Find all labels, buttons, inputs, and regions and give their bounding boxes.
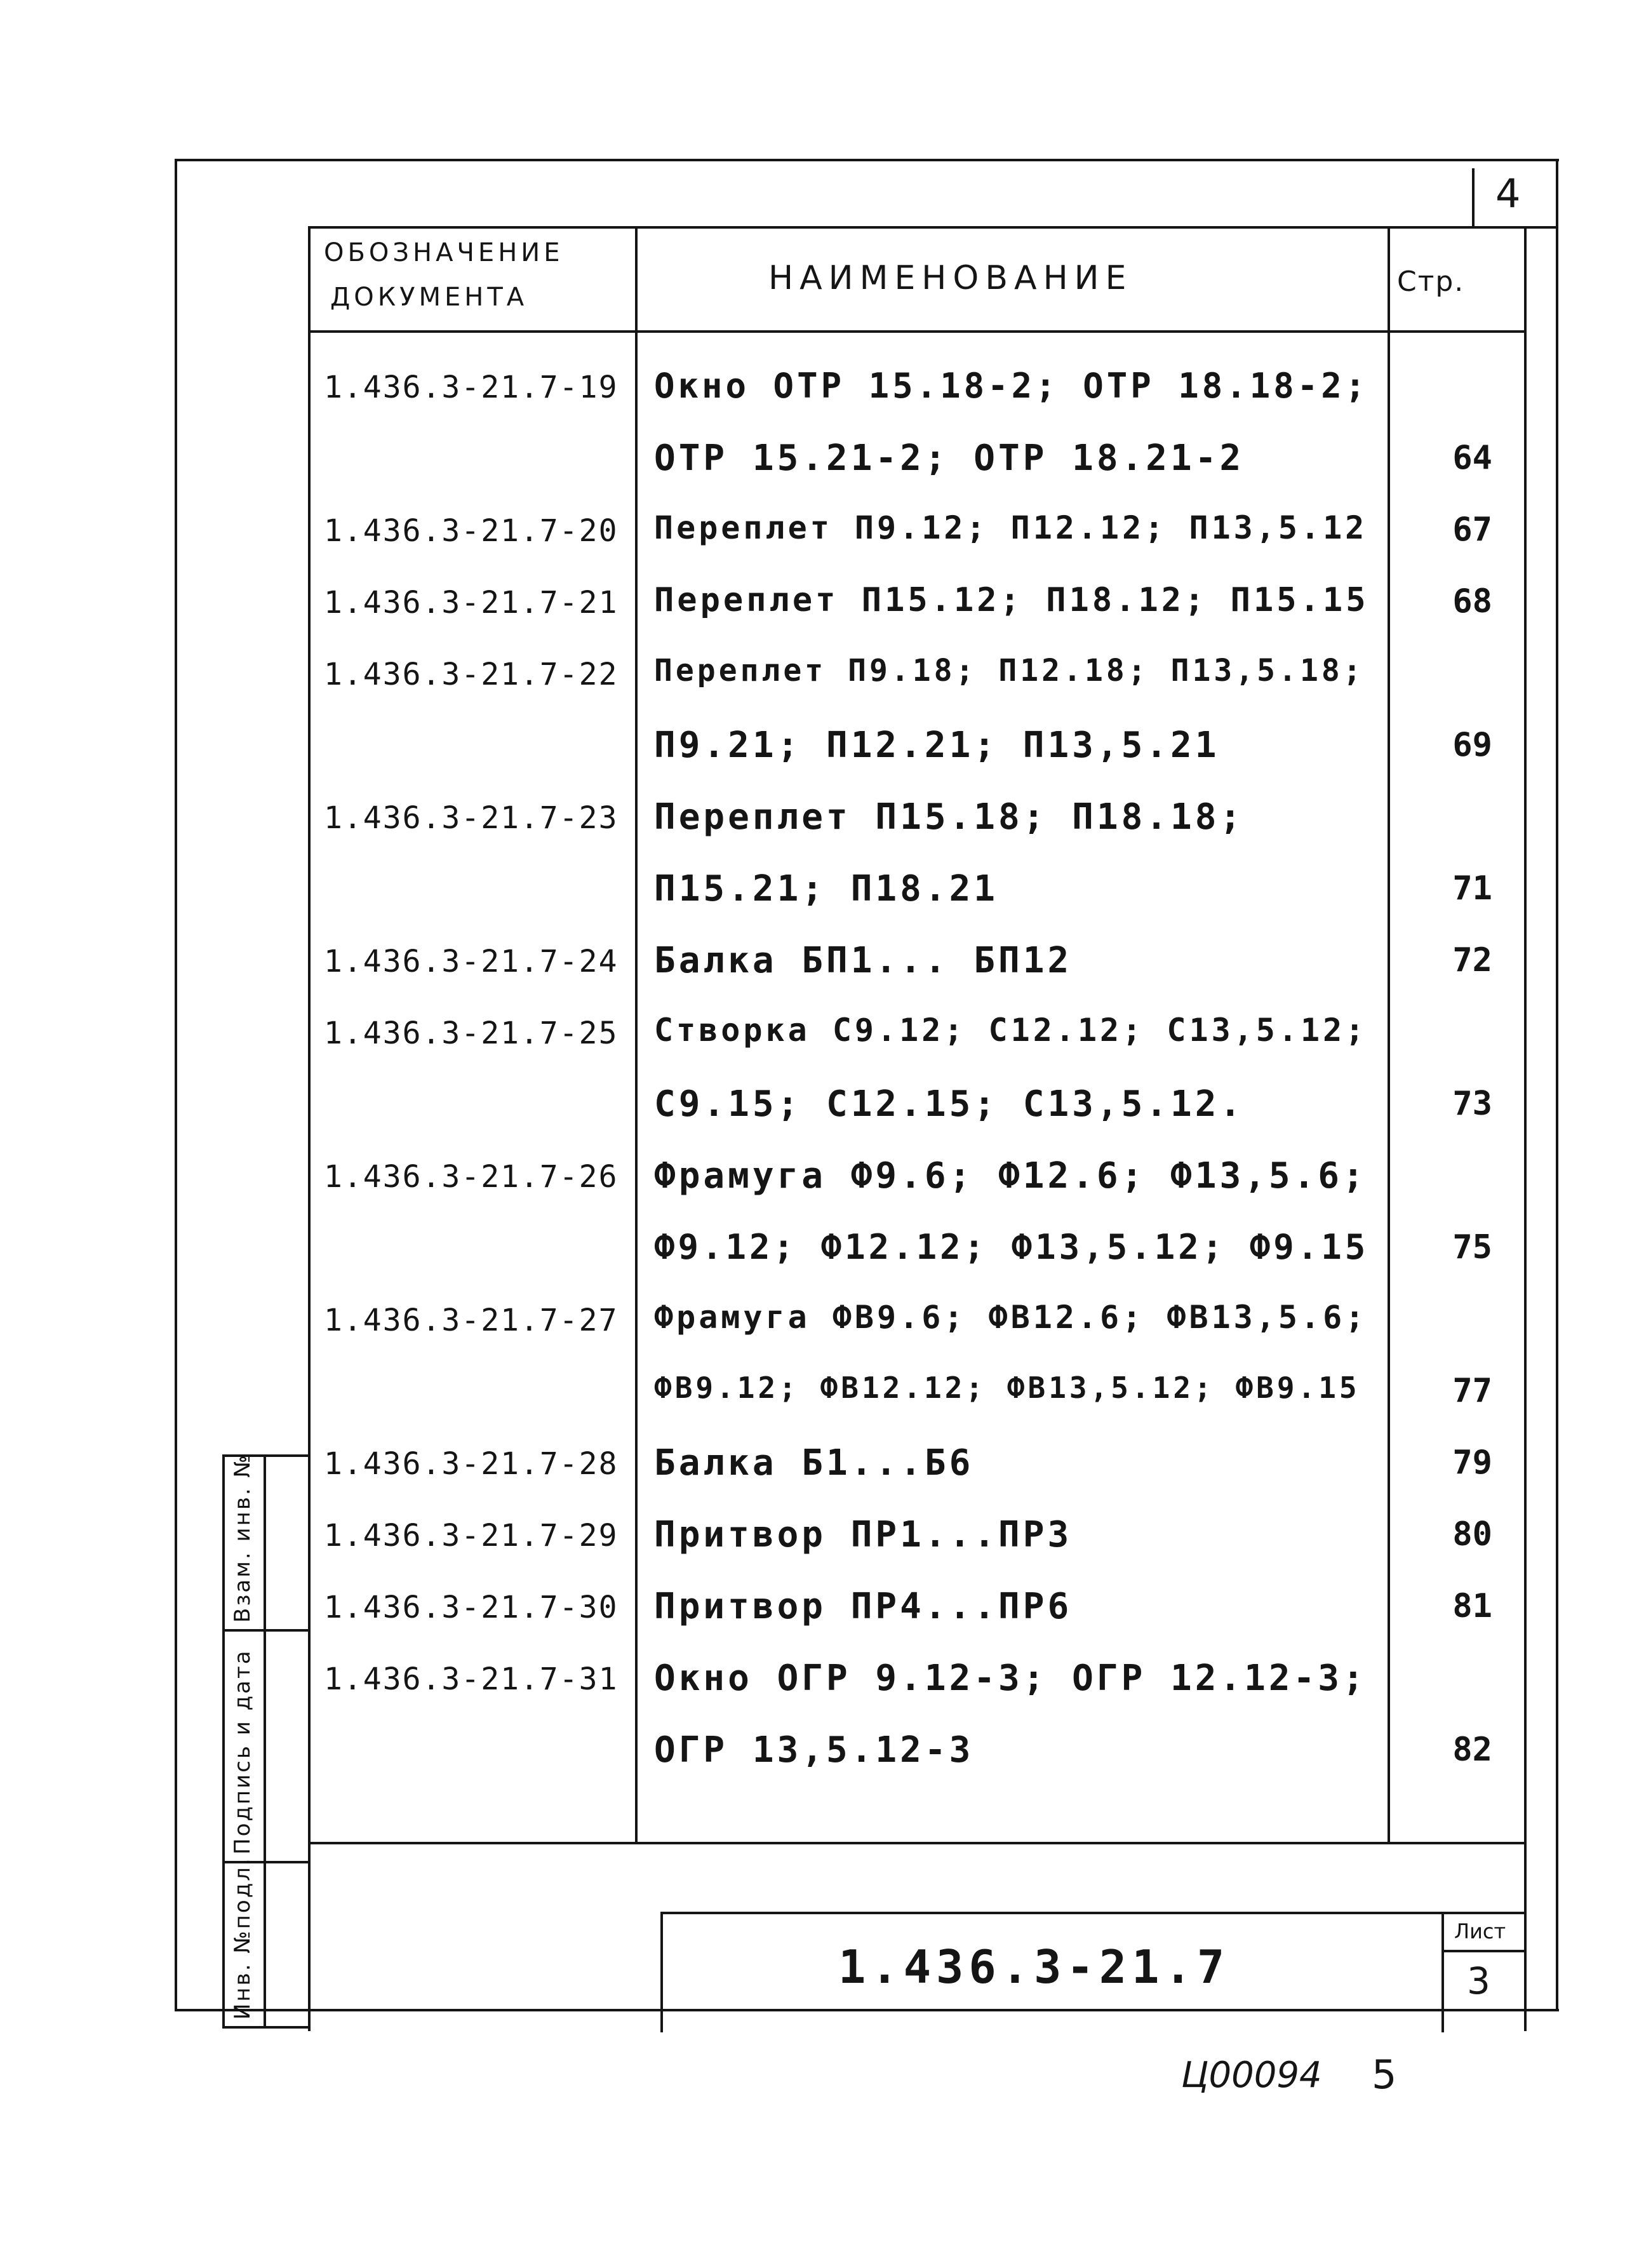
row-name: Переплет П15.12; П18.12; П15.15	[654, 581, 1369, 619]
row-name: Переплет П9.18; П12.18; П13,5.18;	[654, 653, 1365, 688]
col-divider-1	[635, 226, 638, 1842]
row-name: Створка С9.12; С12.12; С13,5.12;	[654, 1012, 1368, 1049]
title-sheet-divider	[1441, 1950, 1524, 1952]
side-stamp-div1	[222, 1629, 308, 1632]
row-name: П9.21; П12.21; П13,5.21	[654, 725, 1220, 766]
row-name: ФВ9.12; ФВ12.12; ФВ13,5.12; ФВ9.15	[654, 1371, 1360, 1405]
col-divider-2	[1388, 226, 1390, 1842]
table-right	[1524, 226, 1527, 2031]
title-doc-code: 1.436.3-21.7	[838, 1940, 1230, 1994]
row-page: 75	[1452, 1228, 1492, 1266]
side-stamp-bottom	[222, 2026, 308, 2029]
archive-number: Ц00094	[1181, 2055, 1322, 2096]
row-code: 1.436.3-21.7-19	[324, 370, 619, 405]
row-page: 68	[1452, 582, 1492, 621]
row-name: ОГР 13,5.12-3	[654, 1729, 974, 1771]
row-name: Переплет П15.18; П18.18;	[654, 796, 1245, 838]
row-name: Балка Б1...Б6	[654, 1442, 974, 1484]
row-page: 72	[1452, 941, 1492, 979]
header-designation-line1: ОБОЗНАЧЕНИЕ	[324, 238, 564, 267]
frame-bottom	[175, 2009, 1559, 2011]
row-name: ОТР 15.21-2; ОТР 18.21-2	[654, 438, 1245, 479]
row-code: 1.436.3-21.7-25	[324, 1016, 619, 1051]
row-code: 1.436.3-21.7-31	[324, 1661, 619, 1697]
row-name: Окно ОТР 15.18-2; ОТР 18.18-2;	[654, 366, 1369, 406]
row-page: 80	[1452, 1515, 1492, 1553]
row-name: Фрамуга Ф9.6; Ф12.6; Ф13,5.6;	[654, 1155, 1367, 1197]
row-code: 1.436.3-21.7-24	[324, 944, 619, 979]
row-name: Притвор ПР4...ПР6	[654, 1586, 1073, 1627]
row-page: 73	[1452, 1085, 1492, 1123]
sheet-corner-number: 4	[1495, 170, 1521, 217]
frame-left	[175, 159, 177, 2010]
row-name: Окно ОГР 9.12-3; ОГР 12.12-3;	[654, 1658, 1367, 1699]
header-name: НАИМЕНОВАНИЕ	[768, 259, 1133, 297]
row-page: 77	[1452, 1372, 1492, 1410]
title-sheet-left	[1441, 1912, 1444, 2032]
row-name: Переплет П9.12; П12.12; П13,5.12	[654, 509, 1368, 546]
table-top	[308, 226, 1537, 229]
frame-top	[175, 159, 1559, 161]
row-code: 1.436.3-21.7-21	[324, 585, 619, 621]
row-page: 71	[1452, 869, 1492, 908]
row-page: 69	[1452, 726, 1492, 764]
table-left	[308, 226, 311, 2031]
row-name: Фрамуга ФВ9.6; ФВ12.6; ФВ13,5.6;	[654, 1299, 1368, 1336]
row-name: П15.21; П18.21	[654, 868, 999, 909]
row-page: 82	[1452, 1731, 1492, 1769]
row-code: 1.436.3-21.7-23	[324, 800, 619, 836]
row-code: 1.436.3-21.7-22	[324, 657, 619, 692]
row-page: 79	[1452, 1444, 1492, 1482]
side-label-signature-date: Подпись и дата	[230, 1649, 255, 1855]
row-code: 1.436.3-21.7-28	[324, 1446, 619, 1482]
title-block-left	[660, 1912, 663, 2032]
row-code: 1.436.3-21.7-30	[324, 1590, 619, 1625]
row-code: 1.436.3-21.7-27	[324, 1303, 619, 1338]
frame-right	[1556, 159, 1558, 2010]
row-code: 1.436.3-21.7-20	[324, 513, 619, 549]
title-block-top	[660, 1912, 1524, 1914]
header-designation-line2: ДОКУМЕНТА	[330, 283, 528, 312]
title-sheet-number: 3	[1467, 1959, 1490, 2003]
row-code: 1.436.3-21.7-26	[324, 1159, 619, 1195]
row-page: 64	[1452, 439, 1492, 477]
header-divider	[308, 330, 1524, 333]
side-label-inv-no: Инв. №подл.	[230, 1856, 255, 2020]
row-page: 67	[1452, 511, 1492, 549]
header-page: Стр.	[1397, 265, 1465, 298]
corner-box-left	[1472, 168, 1475, 229]
title-sheet-label: Лист	[1454, 1919, 1506, 1943]
side-stamp-right	[264, 1454, 266, 2026]
row-name: С9.15; С12.15; С13,5.12.	[654, 1084, 1245, 1125]
row-name: Балка БП1... БП12	[654, 940, 1073, 981]
row-name: Ф9.12; Ф12.12; Ф13,5.12; Ф9.15	[654, 1227, 1369, 1267]
footer-page-number: 5	[1372, 2051, 1397, 2098]
side-label-replaces-inv: Взам. инв. №	[230, 1453, 255, 1623]
row-code: 1.436.3-21.7-29	[324, 1518, 619, 1553]
side-stamp-left	[222, 1454, 225, 2026]
table-body-bottom	[308, 1842, 1524, 1844]
row-page: 81	[1452, 1587, 1492, 1625]
row-name: Притвор ПР1...ПР3	[654, 1514, 1073, 1555]
